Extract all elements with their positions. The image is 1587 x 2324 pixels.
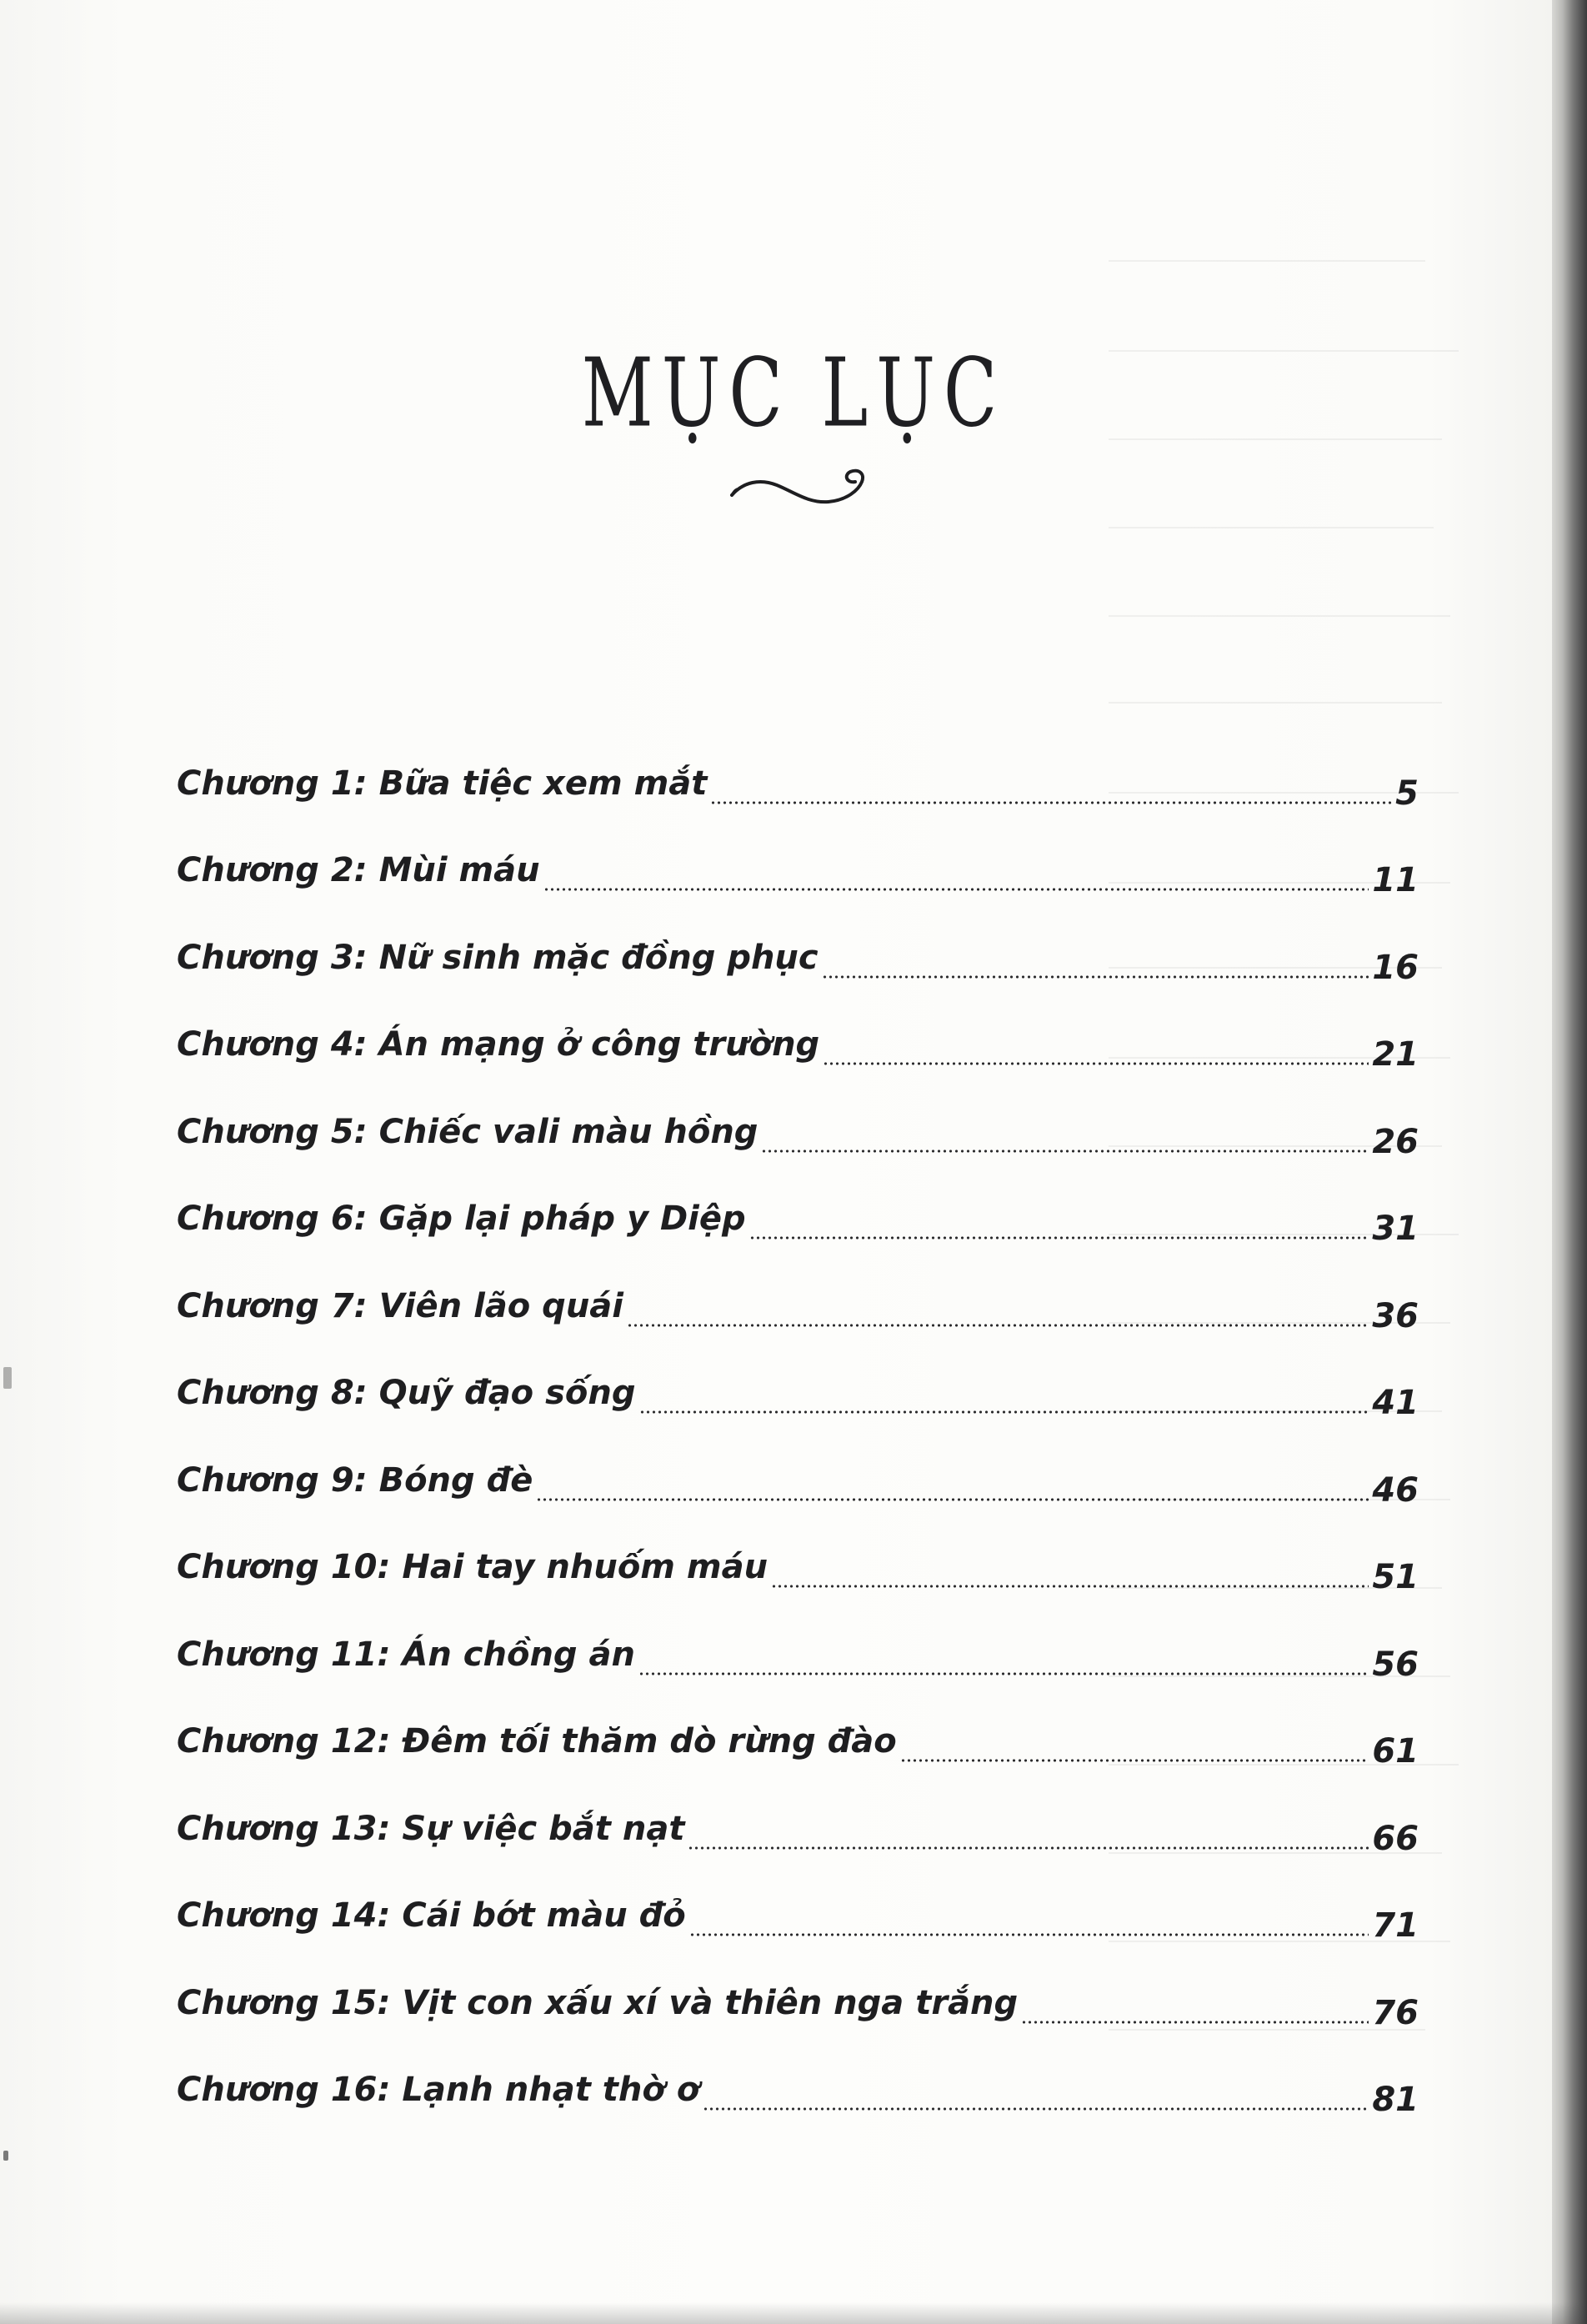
page-title: MỤC LỤC (581, 338, 1006, 448)
toc-entry[interactable] (177, 1935, 1419, 2032)
toc-entry-title: Chương 9: Bóng đè (177, 1460, 533, 1500)
bottom-shadow (0, 2302, 1587, 2324)
toc-entry-page: 51 (1372, 1558, 1419, 1596)
toc-entry-page: 71 (1372, 1906, 1419, 1945)
toc-entry[interactable] (177, 2022, 1419, 2119)
toc-entry[interactable] (177, 889, 1419, 987)
toc-entry-page: 31 (1372, 1210, 1419, 1248)
toc-entry[interactable] (177, 977, 1419, 1074)
toc-entry-page: 16 (1372, 948, 1419, 987)
toc-entry[interactable] (177, 1325, 1419, 1422)
toc-entry-title: Chương 7: Viên lão quái (177, 1286, 623, 1325)
toc-entry-page: 41 (1372, 1384, 1419, 1422)
toc-entry-title: Chương 4: Án mạng ở công trường (177, 1025, 820, 1064)
toc-entry[interactable] (177, 1674, 1419, 1771)
toc-entry[interactable] (177, 803, 1419, 899)
toc-entry[interactable] (177, 1586, 1419, 1684)
toc-entry-page: 11 (1372, 861, 1419, 899)
toc-entry-page: 61 (1372, 1732, 1419, 1771)
toc-entry-page: 76 (1372, 1993, 1419, 2032)
toc-entry-page: 66 (1372, 1819, 1419, 1858)
toc-entry-title: Chương 16: Lạnh nhạt thờ ơ (177, 2071, 700, 2109)
toc-entry-title: Chương 3: Nữ sinh mặc đồng phục (177, 938, 819, 977)
tilde-flourish-icon (725, 457, 884, 515)
toc-entry-title: Chương 11: Án chồng án (177, 1635, 635, 1674)
toc-entry[interactable] (177, 1064, 1419, 1161)
toc-entry-page: 81 (1372, 2081, 1419, 2119)
toc-entry-page: 21 (1372, 1035, 1419, 1074)
table-of-contents (177, 715, 1419, 2119)
toc-entry[interactable] (177, 1500, 1419, 1596)
toc-entry-page: 36 (1372, 1296, 1419, 1335)
toc-entry-page: 5 (1395, 774, 1419, 813)
toc-entry-title: Chương 14: Cái bớt màu đỏ (177, 1896, 686, 1935)
toc-entry-title: Chương 6: Gặp lại pháp y Diệp (177, 1200, 746, 1238)
toc-entry-page: 46 (1372, 1470, 1419, 1510)
toc-entry[interactable] (177, 1238, 1419, 1335)
toc-entry-title: Chương 15: Vịt con xấu xí và thiên nga trắng (177, 1983, 1019, 2022)
dot-leader (703, 2107, 1369, 2111)
toc-entry-title: Chương 2: Mùi máu (177, 851, 540, 889)
toc-entry-page: 26 (1372, 1122, 1419, 1161)
toc-entry-title: Chương 1: Bữa tiệc xem mắt (177, 764, 708, 803)
toc-entry[interactable] (177, 1151, 1419, 1248)
toc-entry-title: Chương 10: Hai tay nhuốm máu (177, 1548, 768, 1586)
toc-entry-title: Chương 8: Quỹ đạo sống (177, 1374, 636, 1412)
toc-entry-page: 56 (1372, 1645, 1419, 1684)
toc-entry[interactable] (177, 1848, 1419, 1945)
toc-entry[interactable] (177, 715, 1419, 813)
toc-entry-title: Chương 5: Chiếc vali màu hồng (177, 1112, 758, 1151)
toc-entry-title: Chương 12: Đêm tối thăm dò rừng đào (177, 1722, 897, 1761)
toc-entry[interactable] (177, 1412, 1419, 1510)
page-smudge (3, 2151, 8, 2161)
toc-entry-title: Chương 13: Sự việc bắt nạt (177, 1809, 685, 1848)
page-smudge (3, 1367, 12, 1389)
toc-entry[interactable] (177, 1761, 1419, 1858)
